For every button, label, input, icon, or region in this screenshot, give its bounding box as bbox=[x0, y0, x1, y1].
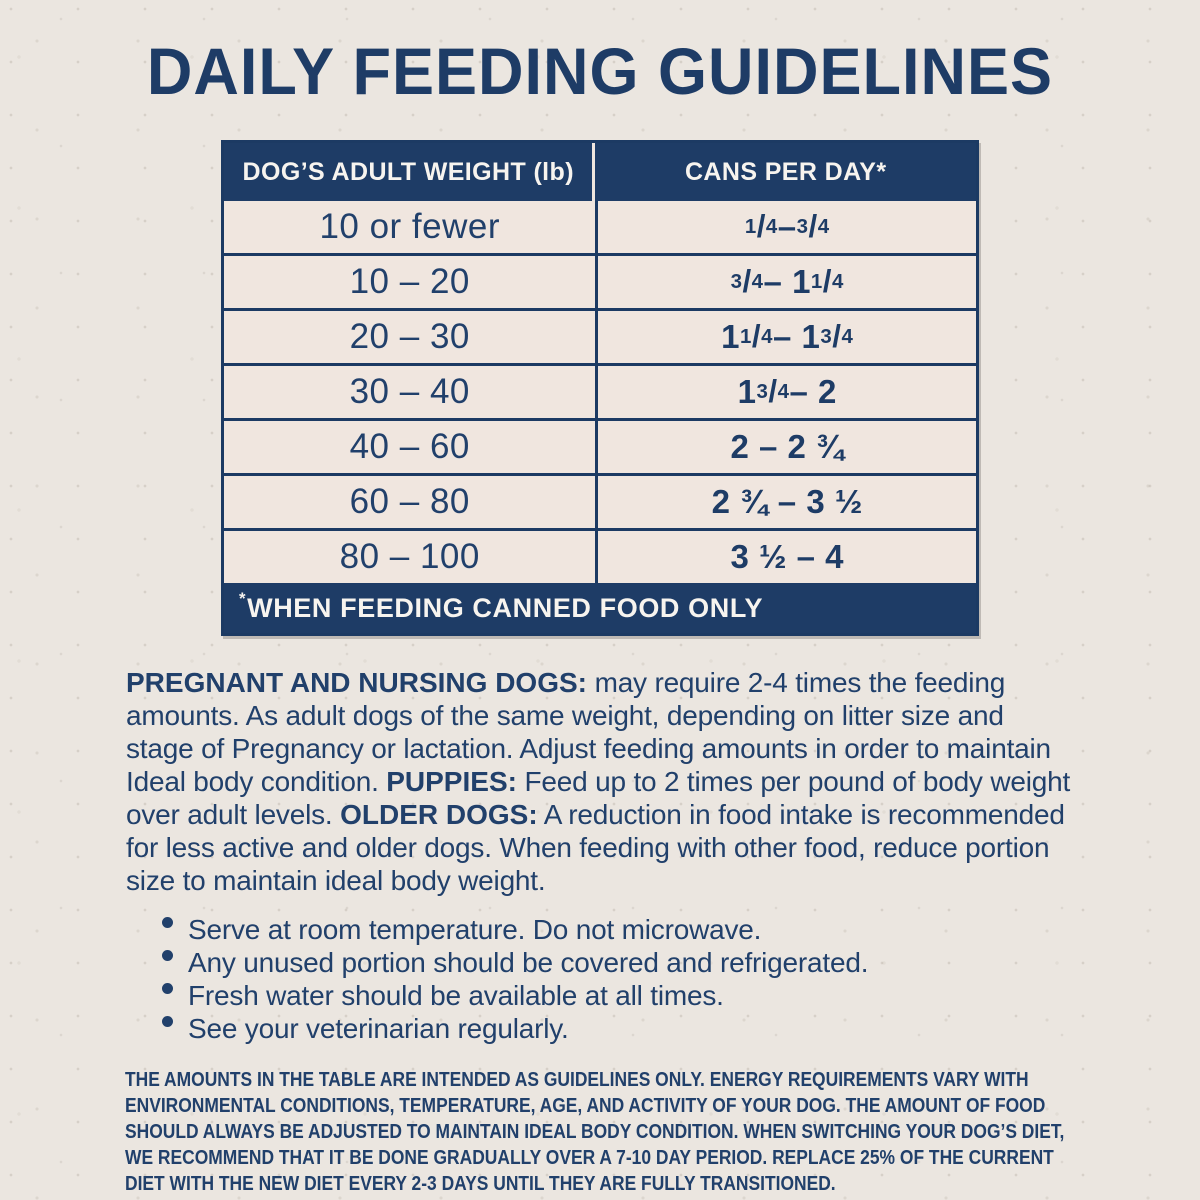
cans-value: 2 ¾ – 3 ½ bbox=[595, 476, 976, 528]
cans-value: 1 3 / 4 – 2 bbox=[595, 366, 976, 418]
older-dogs-label: OLDER DOGS: bbox=[340, 799, 538, 830]
cans-value: 3 / 4 – 1 1 / 4 bbox=[595, 256, 976, 308]
table-row bbox=[224, 363, 976, 418]
fine-print-disclaimer: THE AMOUNTS IN THE TABLE ARE INTENDED AS GUIDELINES ONLY. ENERGY REQUIREMENTS VARY WITH ENVIRONMENTAL CONDITIONS, TEMPERATURE, AGE, AND ACTIVITY OF YOUR DOG. THE AMOUNT OF FOOD SHOULD ALWAYS BE ADJUSTED TO MAINTAIN IDEAL BODY CONDITION. WHEN SWITCHING YOUR DOG’S DIET, WE RECOMMEND THAT IT BE DONE GRADUALLY OVER A 7-10 DAY PERIOD. REPLACE 25% OF THE CURRENT DIET WITH THE NEW DIET EVERY 2-3 DAYS UNTIL THEY ARE FULLY TRANSITIONED. bbox=[125, 1068, 1065, 1195]
feeding-table bbox=[221, 140, 979, 636]
bullet-icon bbox=[162, 950, 173, 961]
table-row bbox=[224, 418, 976, 473]
weight-value: 10 – 20 bbox=[349, 262, 470, 301]
bullet-icon bbox=[162, 1016, 173, 1027]
list-item-text: Serve at room temperature. Do not microwave. bbox=[188, 914, 762, 945]
list-item bbox=[162, 946, 1200, 979]
table-body bbox=[224, 201, 976, 583]
weight-value: 80 – 100 bbox=[339, 537, 480, 576]
weight-value: 20 – 30 bbox=[349, 317, 470, 356]
table-row bbox=[224, 473, 976, 528]
care-notes-paragraph bbox=[126, 666, 1078, 897]
list-item-text: Any unused portion should be covered and refrigerated. bbox=[188, 947, 869, 978]
pregnant-dogs-label: PREGNANT AND NURSING DOGS: bbox=[126, 667, 587, 698]
list-item bbox=[162, 979, 1200, 1012]
older-dogs-text: A reduction in food intake is recommended for less active and older dogs. When feeding with other food, reduce portion size to maintain ideal body weight. bbox=[126, 799, 1065, 896]
column-header-cans: CANS PER DAY* bbox=[595, 143, 976, 201]
footnote-text: WHEN FEEDING CANNED FOOD ONLY bbox=[247, 592, 764, 623]
table-row bbox=[224, 201, 976, 253]
page-title: DAILY FEEDING GUIDELINES bbox=[146, 35, 1054, 109]
table-footnote bbox=[224, 583, 976, 633]
puppies-text: Feed up to 2 times per pound of body weight over adult levels. bbox=[126, 766, 1071, 830]
table-row bbox=[224, 253, 976, 308]
list-item-text: See your veterinarian regularly. bbox=[188, 1013, 569, 1044]
puppies-label: PUPPIES: bbox=[386, 766, 517, 797]
cans-value: 3 ½ – 4 bbox=[595, 531, 976, 583]
weight-value: 40 – 60 bbox=[349, 427, 470, 466]
feeding-tips-list bbox=[0, 913, 1200, 1045]
column-header-weight: DOG’S ADULT WEIGHT (lb) bbox=[224, 143, 595, 201]
cans-value: 1 1 / 4 – 1 3 / 4 bbox=[595, 311, 976, 363]
weight-value: 60 – 80 bbox=[349, 482, 470, 521]
table-row bbox=[224, 528, 976, 583]
weight-value: 10 or fewer bbox=[319, 207, 501, 246]
weight-value: 30 – 40 bbox=[349, 372, 470, 411]
list-item bbox=[162, 913, 1200, 946]
pregnant-dogs-text: may require 2-4 times the feeding amounts. As adult dogs of the same weight, depending on litter size and stage of Pregnancy or lactation. Adjust feeding amounts in order to maintain Ideal body condition. bbox=[126, 667, 1051, 797]
cans-value: 2 – 2 ¾ bbox=[595, 421, 976, 473]
bullet-icon bbox=[162, 983, 173, 994]
bullet-icon bbox=[162, 917, 173, 928]
footnote-asterisk: * bbox=[239, 589, 247, 608]
table-header-row bbox=[224, 143, 976, 201]
cans-value: 1 / 4 – 3 / 4 bbox=[595, 201, 976, 253]
table-row bbox=[224, 308, 976, 363]
list-item bbox=[162, 1012, 1200, 1045]
list-item-text: Fresh water should be available at all times. bbox=[188, 980, 724, 1011]
